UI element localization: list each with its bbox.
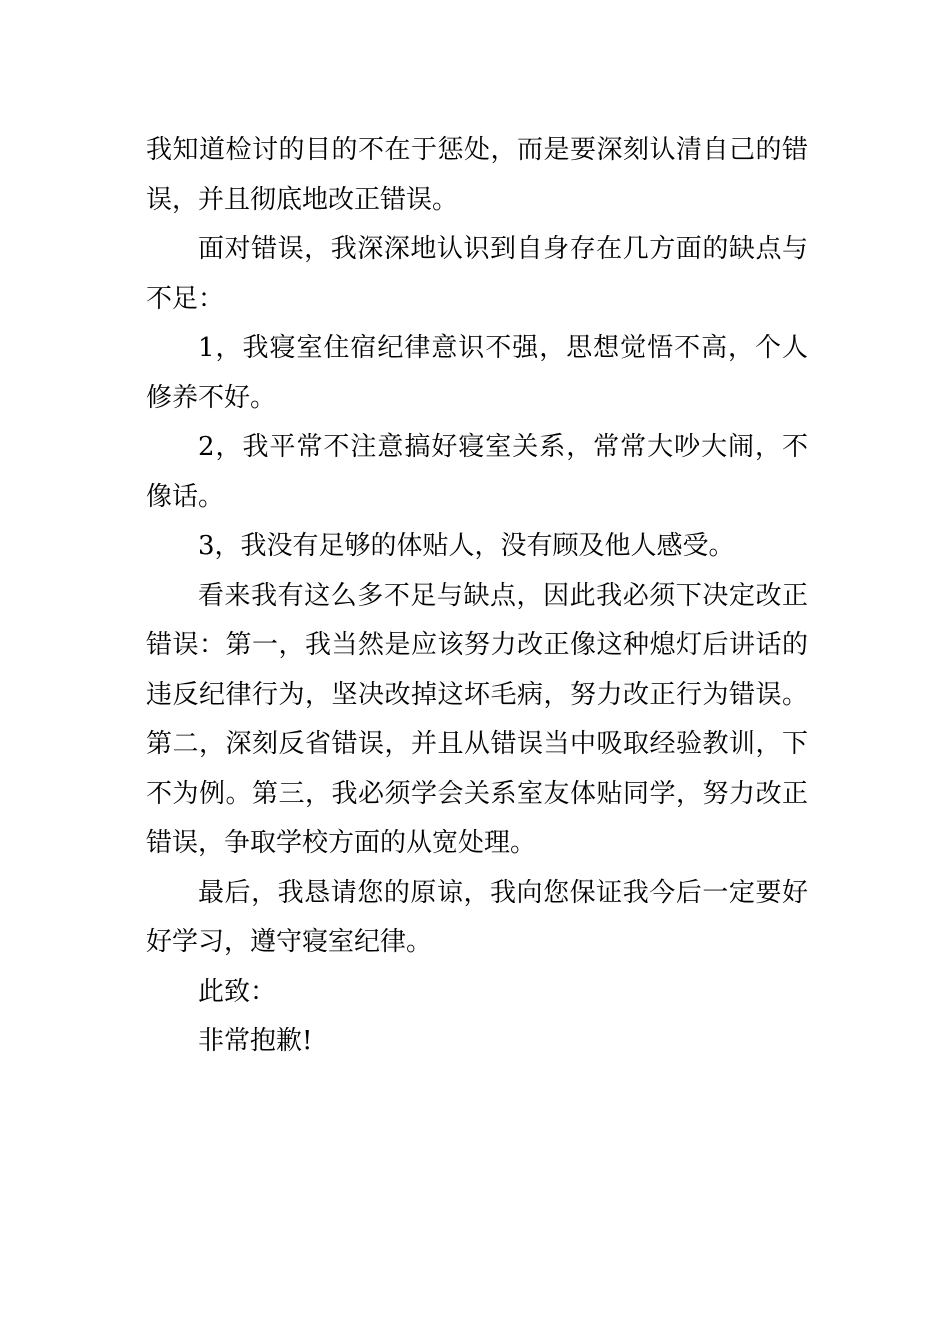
salutation: 此致：	[198, 976, 277, 1007]
paragraph-point-3: 3，我没有足够的体贴人，没有顾及他人感受。	[198, 531, 735, 561]
paragraph-intro: 我知道检讨的目的不在于惩处，而是要深刻认清自己的错误，并且彻底地改正错误。	[146, 135, 808, 215]
apology-line: 非常抱歉!	[198, 1026, 313, 1056]
paragraph-shortcomings: 面对错误，我深深地认识到自身存在几方面的缺点与不足：	[146, 234, 808, 314]
paragraph-closing: 最后，我恳请您的原谅，我向您保证我今后一定要好好学习，遵守寝室纪律。	[146, 877, 808, 957]
document-body	[146, 126, 808, 1067]
paragraph-point-2: 2，我平常不注意搞好寝室关系，常常大吵大闹，不像话。	[146, 432, 808, 512]
paragraph-point-1: 1，我寝室住宿纪律意识不强，思想觉悟不高，个人修养不好。	[146, 333, 808, 413]
paragraph-corrections: 看来我有这么多不足与缺点，因此我必须下决定改正错误：第一，我当然是应该努力改正像这种熄灯后讲话的违反纪律行为，坚决改掉这坏毛病，努力改正行为错误。第二，深刻反省错误，并且从错误当中吸取经验教训，下不为例。第三，我必须学会关系室友体贴同学，努力改正错误，争取学校方面的从宽处理。	[146, 580, 808, 858]
